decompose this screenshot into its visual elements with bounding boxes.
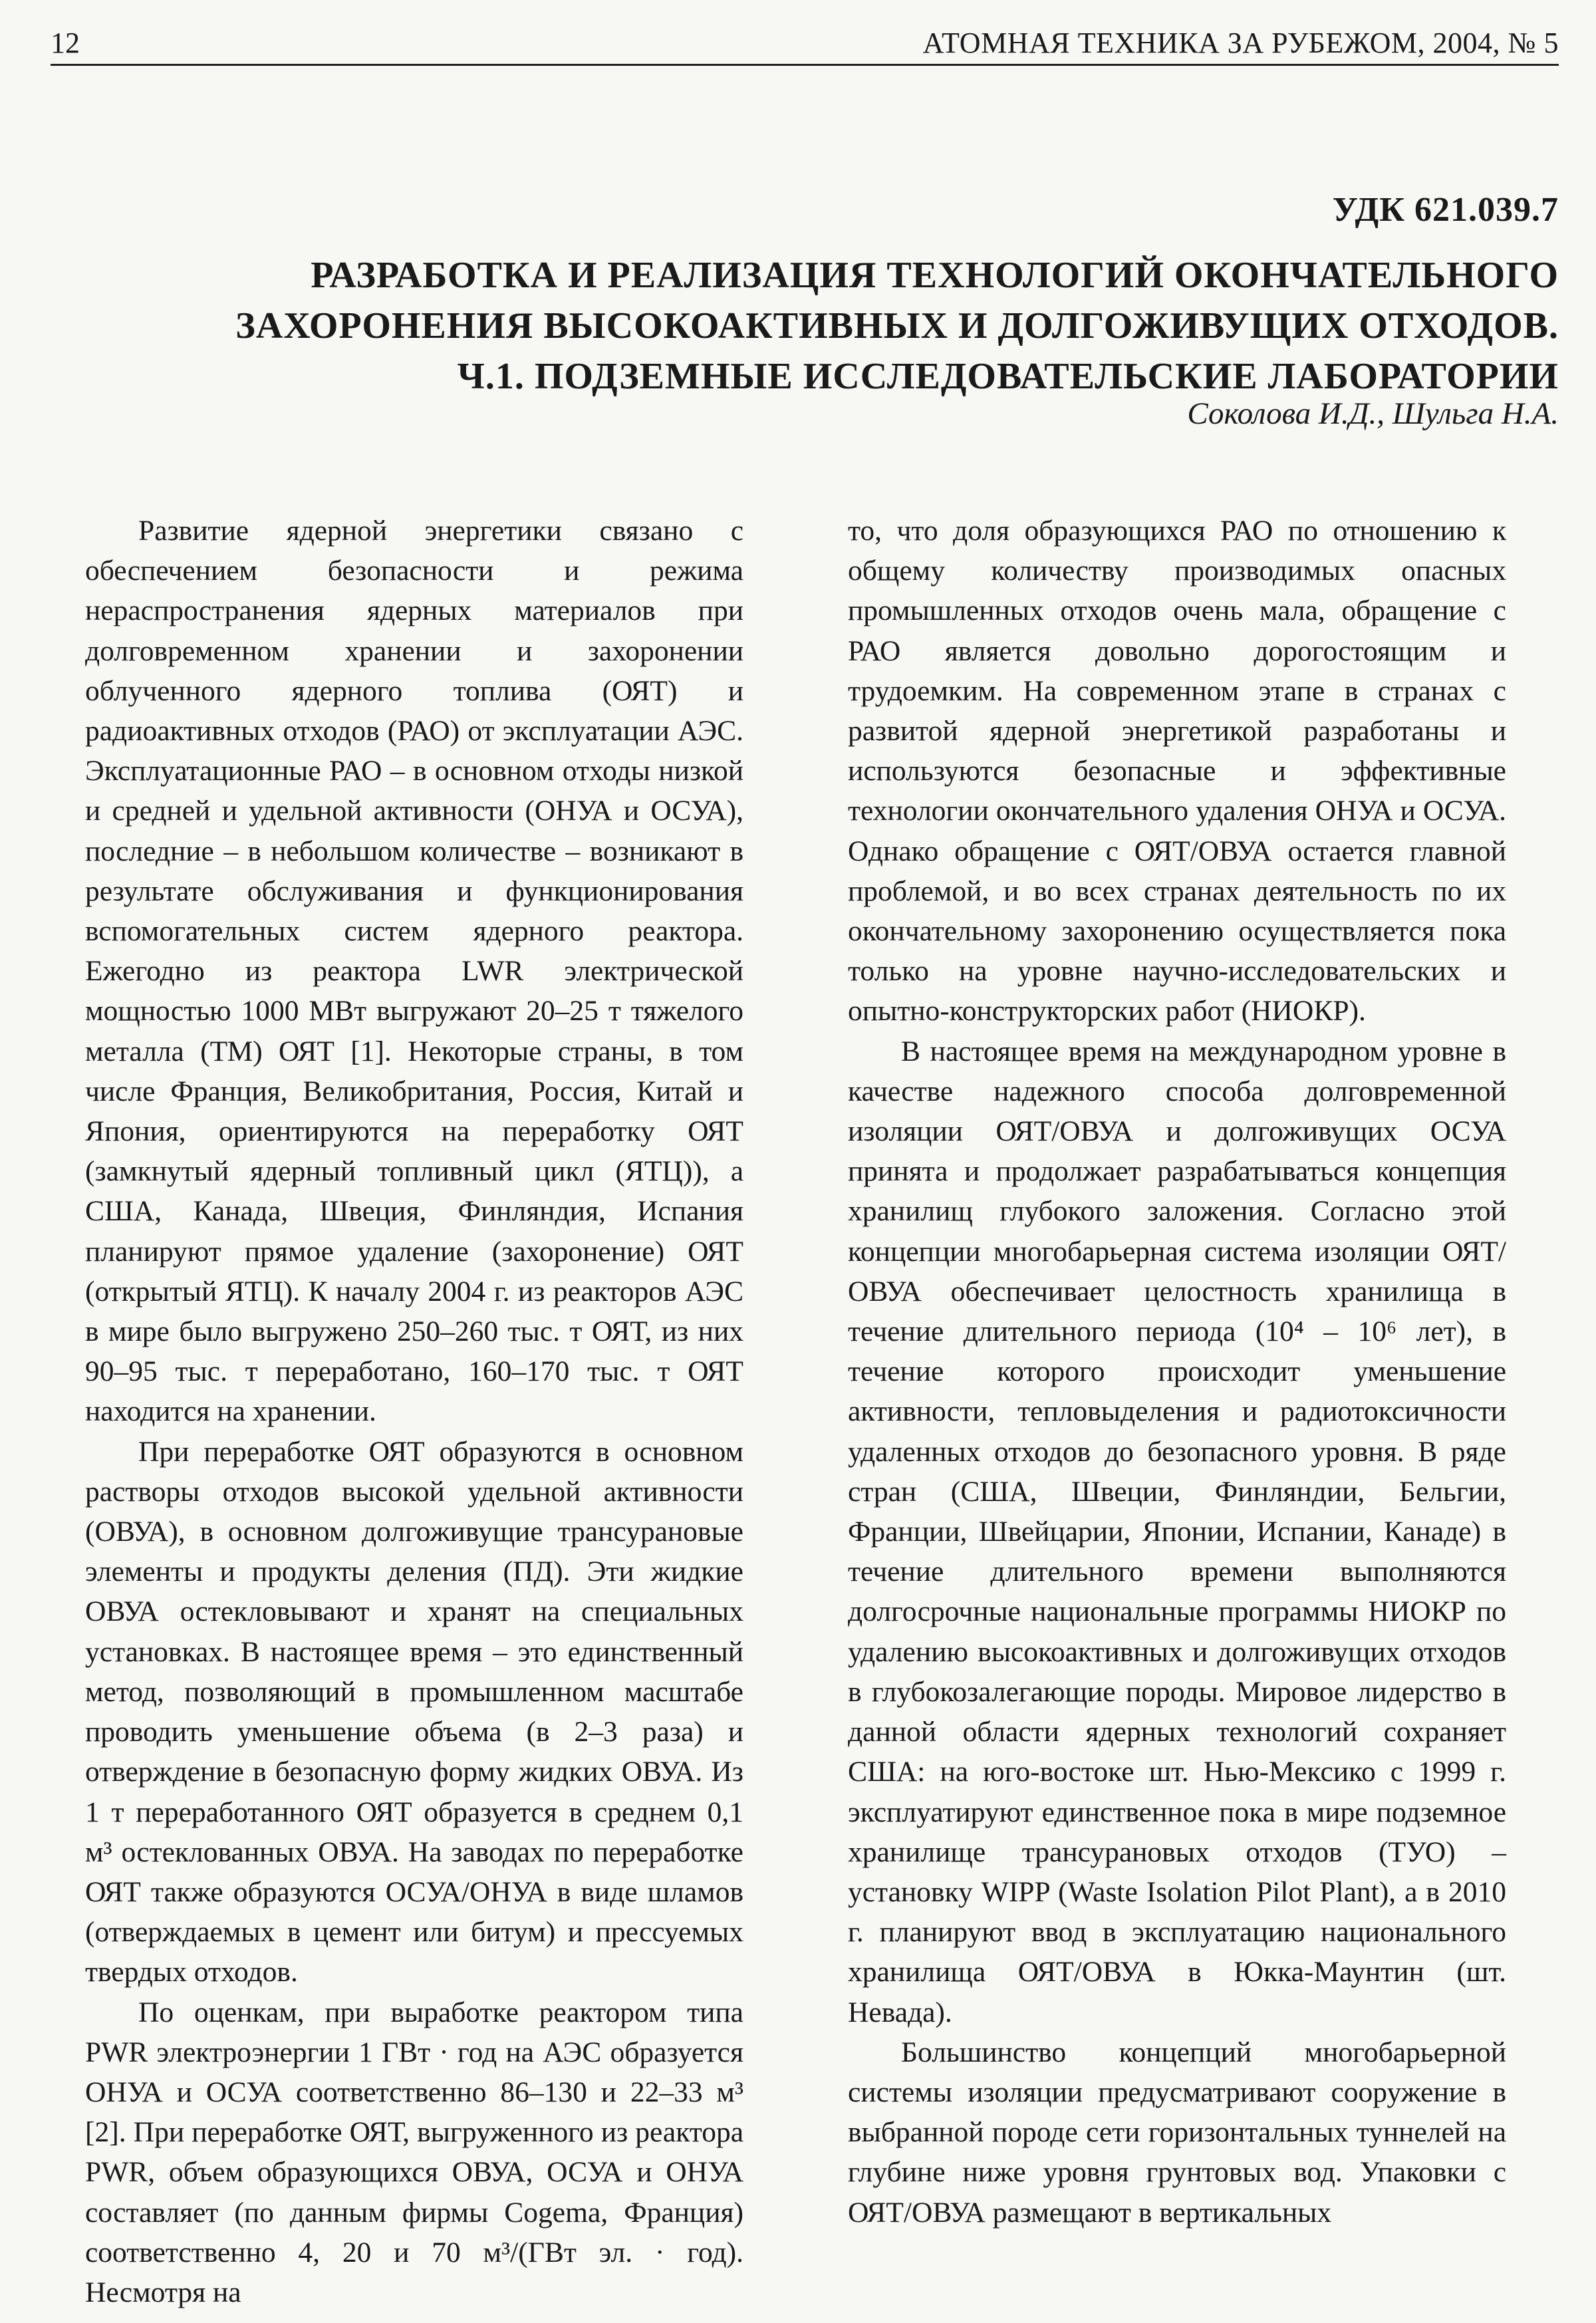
udc-code: УДК 621.039.7 <box>1332 191 1559 229</box>
title-line: РАЗРАБОТКА И РЕАЛИЗАЦИЯ ТЕХНОЛОГИЙ ОКОНЧАТЕЛЬНОГО <box>311 255 1559 296</box>
paragraph: При переработке ОЯТ образуются в основном растворы отходов высокой удельной активности (ОВУА), в основном долгоживущие трансурановые элементы и продукты деления (ПД). Эти жидкие ОВУА остекловывают и хранят на специальных установках. В настоящее время – это единственный метод, позволяющий в промышленном масштабе проводить уменьшение объема (в 2–3 раза) и отверждение в безопасную форму жидких ОВУА. Из 1 т переработанного ОЯТ образуется в среднем 0,1 м³ остеклованных ОВУА. На заводах по переработке ОЯТ также образуются ОСУА/ОНУА в виде шламов (отверждаемых в цемент или битум) и прессуемых твердых отходов. <box>85 1435 743 1988</box>
journal-title: АТОМНАЯ ТЕХНИКА ЗА РУБЕЖОМ, 2004, № 5 <box>922 27 1559 59</box>
article-authors: Соколова И.Д., Шульга Н.А. <box>1187 396 1559 431</box>
article-title <box>162 250 1559 402</box>
left-column <box>85 511 743 2312</box>
running-header <box>51 23 1559 66</box>
title-line: ЗАХОРОНЕНИЯ ВЫСОКОАКТИВНЫХ И ДОЛГОЖИВУЩИХ ОТХОДОВ. <box>235 305 1559 346</box>
paragraph: Развитие ядерной энергетики связано с обеспечением безопасности и режима нераспространения ядерных материалов при долговременном хранении и захоронении облученного ядерного топлива (ОЯТ) и радиоактивных отходов (РАО) от эксплуатации АЭС. Эксплуатационные РАО – в основном отходы низкой и средней и удельной активности (ОНУА и ОСУА), последние – в небольшом количестве – возникают в результате обслуживания и функционирования вспомогательных систем ядерного реактора. Ежегодно из реактора LWR электрической мощностью 1000 МВт выгружают 20–25 т тяжелого металла (ТМ) ОЯТ [1]. Некоторые страны, в том числе Франция, Великобритания, Россия, Китай и Япония, ориентируются на переработку ОЯТ (замкнутый ядерный топливный цикл (ЯТЦ)), а США, Канада, Швеция, Финляндия, Испания планируют прямое удаление (захоронение) ОЯТ (открытый ЯТЦ). К началу 2004 г. из реакторов АЭС в мире было выгружено 250–260 тыс. т ОЯТ, из них 90–95 тыс. т переработано, 160–170 тыс. т ОЯТ находится на хранении. <box>85 515 743 1428</box>
paragraph: Большинство концепций многобарьерной системы изоляции предусматривают сооружение в выбранной породе сети горизонтальных туннелей на глубине ниже уровня грунтовых вод. Упаковки с ОЯТ/ОВУА размещают в вертикальных <box>848 2036 1506 2229</box>
page-number: 12 <box>51 27 80 59</box>
right-column <box>848 511 1506 2233</box>
paragraph: то, что доля образующихся РАО по отношению к общему количеству производимых опасных промышленных отходов очень мала, обращение с РАО является довольно дорогостоящим и трудоемким. На современном этапе в странах с развитой ядерной энергетикой разработаны и используются безопасные и эффективные технологии окончательного удаления ОНУА и ОСУА. Однако обращение с ОЯТ/ОВУА остается главной проблемой, и во всех странах деятельность по их окончательному захоронению осуществляется пока только на уровне научно-исследовательских и опытно-конструкторских работ (НИОКР). <box>848 515 1506 1027</box>
paragraph: В настоящее время на международном уровне в качестве надежного способа долговременной изоляции ОЯТ/ОВУА и долгоживущих ОСУА принята и продолжает разрабатываться концепция хранилищ глубокого заложения. Согласно этой концепции многобарьерная система изоляции ОЯТ/ОВУА обеспечивает целостность хранилища в течение длительного периода (10⁴ – 10⁶ лет), в течение которого происходит уменьшение активности, тепловыделения и радиотоксичности удаленных отходов до безопасного уровня. В ряде стран (США, Швеции, Финляндии, Бельгии, Франции, Швейцарии, Японии, Испании, Канаде) в течение длительного времени выполняются долгосрочные национальные программы НИОКР по удалению высокоактивных и долгоживущих отходов в глубокозалегающие породы. Мировое лидерство в данной области ядерных технологий сохраняет США: на юго-востоке шт. Нью-Мексико с 1999 г. эксплуатируют единственное пока в мире подземное хранилище трансурановых отходов (ТУО) – установку WIPP (Waste Isolation Pilot Plant), а в 2010 г. планируют ввод в эксплуатацию национального хранилища ОЯТ/ОВУА в Юкка-Маунтин (шт. Невада). <box>848 1035 1506 2028</box>
paragraph: По оценкам, при выработке реактором типа PWR электроэнергии 1 ГВт · год на АЭС образуется ОНУА и ОСУА соответственно 86–130 и 22–33 м³ [2]. При переработке ОЯТ, выгруженного из реактора PWR, объем образующихся ОВУА, ОСУА и ОНУА составляет (по данным фирмы Cogema, Франция) соответственно 4, 20 и 70 м³/(ГВт эл. · год). Несмотря на <box>85 1996 743 2308</box>
title-line: Ч.1. ПОДЗЕМНЫЕ ИССЛЕДОВАТЕЛЬСКИЕ ЛАБОРАТОРИИ <box>457 356 1559 397</box>
